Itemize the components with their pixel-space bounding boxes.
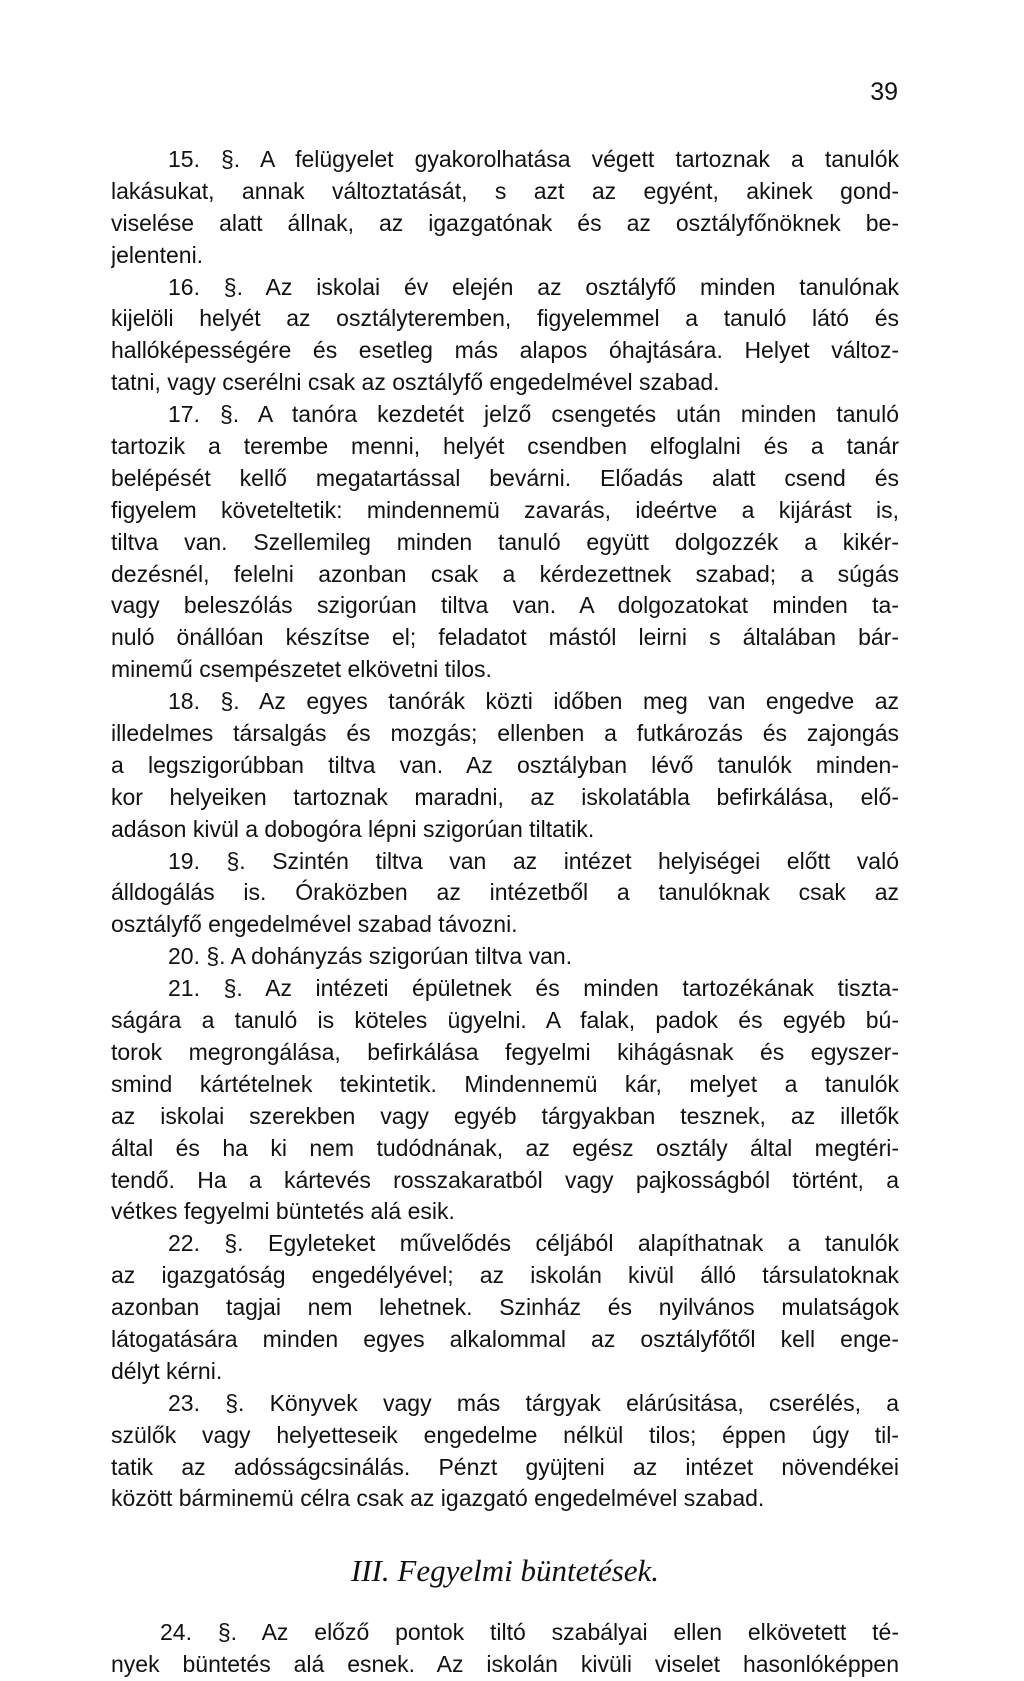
text-line: 21. §. Az intézeti épületnek és minden tartozékának tiszta- bbox=[168, 975, 899, 1002]
text-line: hallóképességére és esetleg más alapos óhajtására. Helyet változ- bbox=[111, 337, 899, 364]
section-heading: III. Fegyelmi büntetések. bbox=[350, 1553, 660, 1589]
text-block-rules bbox=[111, 144, 899, 1515]
text-line: azonban tagjai nem lehetnek. Szinház és nyilvános mulatságok bbox=[111, 1294, 899, 1321]
text-line: nuló önállóan készítse el; feladatot mástól leirni s általában bár- bbox=[111, 624, 899, 651]
text-line: az iskolai szerekben vagy egyéb tárgyakban tesznek, az illetők bbox=[111, 1102, 899, 1129]
text-line: adáson kivül a dobogóra lépni szigorúan tiltatik. bbox=[111, 815, 595, 842]
text-line: 15. §. A felügyelet gyakorolhatása végett tartoznak a tanulók bbox=[168, 146, 899, 172]
text-line: tendő. Ha a kártevés rosszakaratból vagy pajkosságból történt, a bbox=[111, 1166, 899, 1193]
text-line: lakásukat, annak változtatását, s azt az egyént, akinek gond- bbox=[111, 177, 899, 204]
text-line: kijelöli helyét az osztályteremben, figyelemmel a tanuló látó és bbox=[111, 305, 899, 332]
text-block-penalties bbox=[111, 1617, 899, 1681]
document-body bbox=[111, 144, 899, 1681]
text-line: osztályfő engedelmével szabad távozni. bbox=[111, 911, 518, 938]
text-line: kor helyeiken tartoznak maradni, az iskolatábla befirkálása, elő- bbox=[111, 783, 899, 810]
text-line: figyelem követeltetik: mindennemü zavarás, ideértve a kijárást is, bbox=[111, 496, 899, 523]
text-line: álldogálás is. Óraközben az intézetből a tanulóknak csak az bbox=[111, 879, 899, 906]
text-line: által és ha ki nem tudódnának, az egész osztály által megtéri- bbox=[111, 1134, 899, 1161]
text-line: 20. §. A dohányzás szigorúan tiltva van. bbox=[168, 943, 573, 970]
text-line: között bárminemü célra csak az igazgató engedelmével szabad. bbox=[111, 1485, 765, 1512]
text-line: 17. §. A tanóra kezdetét jelző csengetés után minden tanuló bbox=[168, 401, 899, 428]
text-line: vagy beleszólás szigorúan tiltva van. A dolgozatokat minden ta- bbox=[111, 592, 899, 619]
text-line: jelenteni. bbox=[111, 241, 204, 268]
text-line: illedelmes társalgás és mozgás; ellenben a futkározás és zajongás bbox=[111, 720, 899, 747]
text-line: dezésnél, felelni azonban csak a kérdezettnek szabad; a súgás bbox=[111, 560, 899, 587]
text-line: 19. §. Szintén tiltva van az intézet helyiségei előtt való bbox=[168, 847, 899, 874]
text-line: a legszigorúbban tiltva van. Az osztályban lévő tanulók minden- bbox=[111, 751, 899, 778]
text-line: látogatására minden egyes alkalommal az osztályfőtől kell enge- bbox=[111, 1325, 899, 1352]
text-line: tartozik a terembe menni, helyét csendben elfoglalni és a tanár bbox=[111, 433, 899, 460]
text-line: minemű csempészetet elkövetni tilos. bbox=[111, 656, 492, 683]
text-line: 16. §. Az iskolai év elején az osztályfő minden tanulónak bbox=[168, 273, 899, 300]
text-line: vétkes fegyelmi büntetés alá esik. bbox=[111, 1198, 455, 1225]
text-line: viselése alatt állnak, az igazgatónak és az osztályfőnöknek be- bbox=[111, 209, 899, 236]
text-line: belépését kellő megatartással bevárni. Előadás alatt csend és bbox=[111, 464, 899, 491]
text-line: 18. §. Az egyes tanórák közti időben meg van engedve az bbox=[168, 688, 899, 715]
text-line: tiltva van. Szellemileg minden tanuló együtt dolgozzék a kikér- bbox=[111, 528, 899, 555]
text-line: 24. §. Az előző pontok tiltó szabályai ellen elkövetett té- bbox=[160, 1619, 899, 1646]
text-line: délyt kérni. bbox=[111, 1357, 223, 1384]
text-line: szülők vagy helyetteseik engedelme nélkül tilos; éppen úgy til- bbox=[111, 1421, 899, 1448]
page-number: 39 bbox=[870, 78, 898, 106]
text-line: tatni, vagy cserélni csak az osztályfő engedelmével szabad. bbox=[111, 369, 720, 396]
text-line: torok megrongálása, befirkálása fegyelmi kihágásnak és egyszer- bbox=[111, 1038, 899, 1065]
text-line: 22. §. Egyleteket művelődés céljából alapíthatnak a tanulók bbox=[168, 1230, 899, 1257]
text-line: nyek büntetés alá esnek. Az iskolán kivüli viselet hasonlóképpen bbox=[111, 1651, 899, 1678]
text-line: ságára a tanuló is köteles ügyelni. A falak, padok és egyéb bú- bbox=[111, 1007, 899, 1034]
text-line: 23. §. Könyvek vagy más tárgyak elárúsitása, cserélés, a bbox=[168, 1389, 899, 1416]
text-line: az igazgatóság engedélyével; az iskolán kivül álló társulatoknak bbox=[111, 1262, 899, 1289]
text-line: tatik az adósságcsinálás. Pénzt gyüjteni az intézet növendékei bbox=[111, 1453, 899, 1480]
text-line: smind kártételnek tekintetik. Mindennemü kár, melyet a tanulók bbox=[111, 1070, 899, 1097]
